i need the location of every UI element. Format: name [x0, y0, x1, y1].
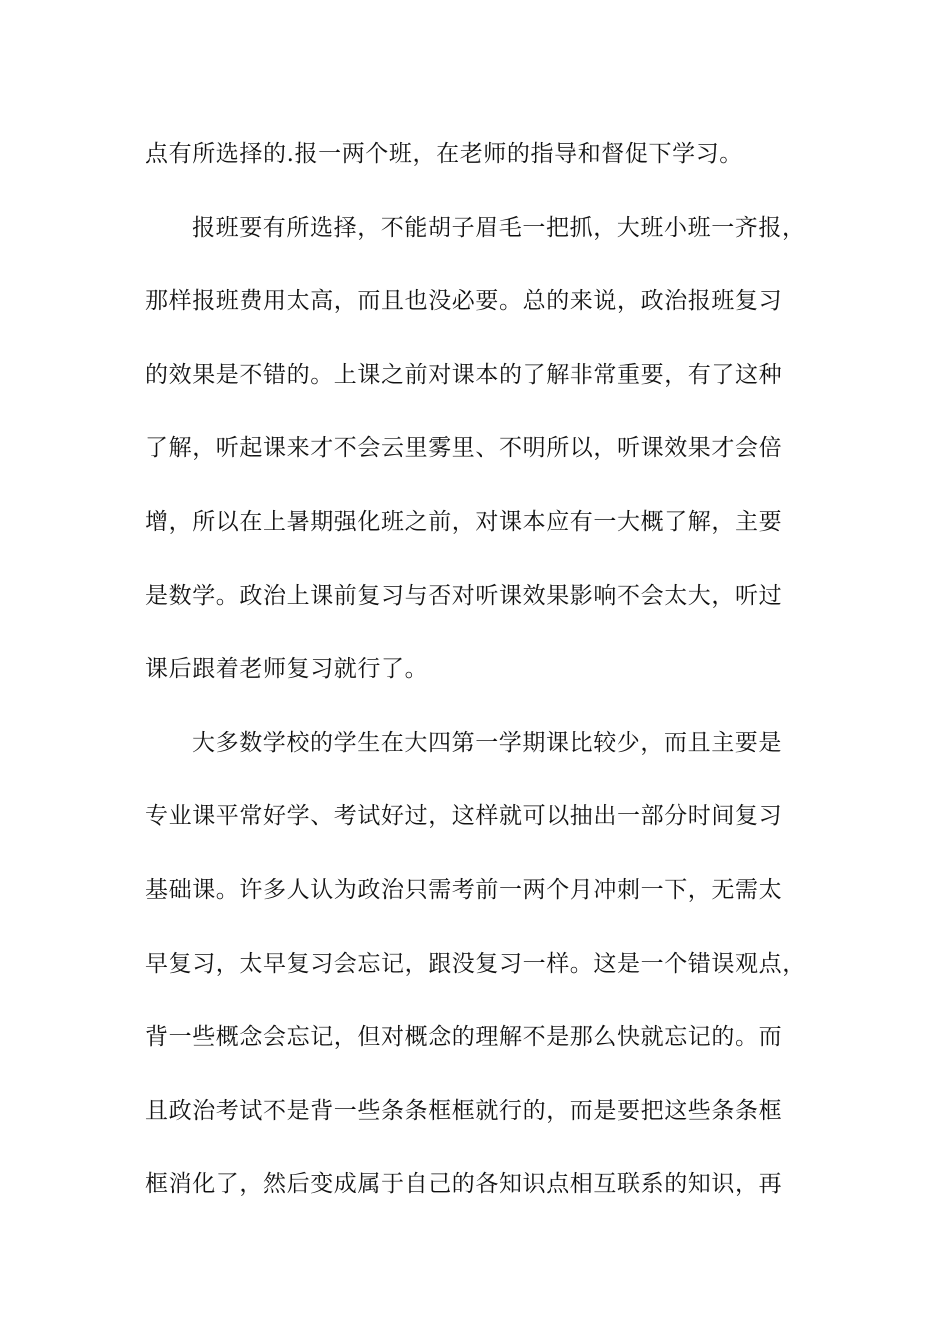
document-body: [145, 129, 830, 1233]
text-line: 的效果是不错的。上课之前对课本的了解非常重要，有了这种: [145, 361, 783, 388]
text-line: 那样报班费用太高，而且也没必要。总的来说，政治报班复习: [145, 288, 783, 315]
text-line: 点有所选择的.报一两个班，在老师的指导和督促下学习。: [145, 141, 743, 167]
text-line: 基础课。许多人认为政治只需考前一两个月冲刺一下，无需太: [145, 876, 783, 903]
text-line: 背一些概念会忘记，但对概念的理解不是那么快就忘记的。而: [145, 1024, 783, 1051]
text-line: 了解，听起课来才不会云里雾里、不明所以，听课效果才会倍: [145, 435, 783, 462]
text-line: 框消化了，然后变成属于自己的各知识点相互联系的知识，再: [145, 1171, 783, 1198]
paragraph-first-line: 大多数学校的学生在大四第一学期课比较少，而且主要是: [192, 729, 782, 756]
text-line: 早复习，太早复习会忘记，跟没复习一样。这是一个错误观点，: [145, 950, 806, 977]
text-line: 且政治考试不是背一些条条框框就行的，而是要把这些条条框: [145, 1097, 783, 1124]
paragraph-first-line: 报班要有所选择，不能胡子眉毛一把抓，大班小班一齐报，: [192, 214, 806, 241]
text-line: 专业课平常好学、考试好过，这样就可以抽出一部分时间复习: [145, 803, 783, 830]
text-line: 是数学。政治上课前复习与否对听课效果影响不会太大，听过: [145, 582, 783, 609]
text-line: 课后跟着老师复习就行了。: [145, 656, 429, 683]
text-line: 增，所以在上暑期强化班之前，对课本应有一大概了解，主要: [145, 508, 783, 535]
